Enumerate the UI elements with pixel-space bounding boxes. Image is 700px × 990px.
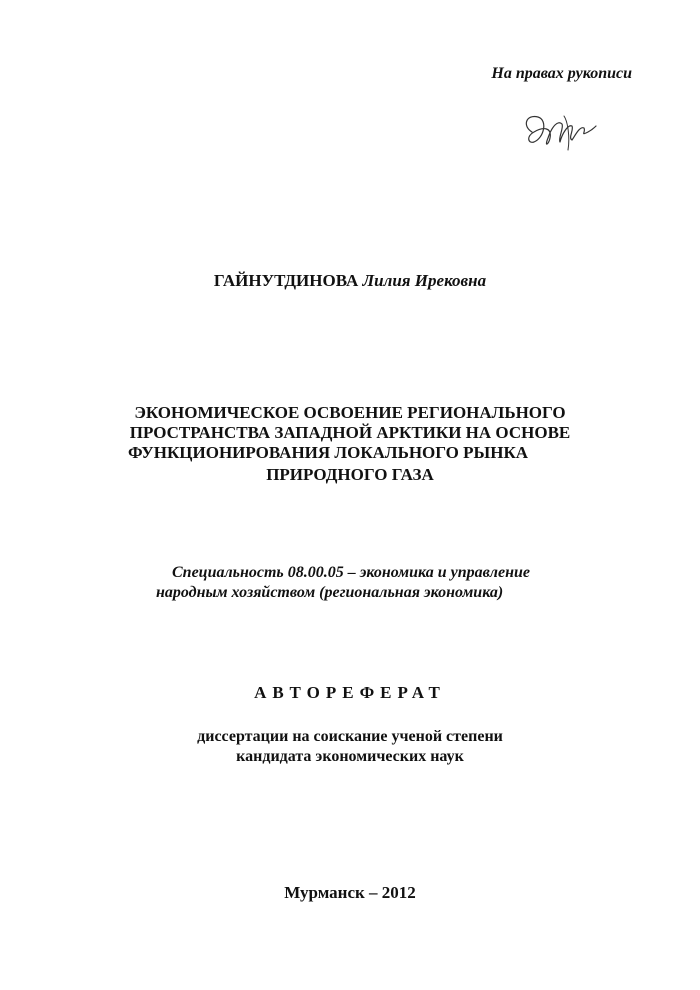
author-surname: ГАЙНУТДИНОВА [213,271,359,290]
title-line: ФУНКЦИОНИРОВАНИЯ ЛОКАЛЬНОГО РЫНКА [127,443,529,462]
author-name [0,271,700,291]
specialty-line: Специальность 08.00.05 – экономика и управление [172,564,530,581]
manuscript-note: На правах рукописи [491,65,632,82]
title-line: ПРОСТРАНСТВА ЗАПАДНОЙ АРКТИКИ НА ОСНОВЕ [129,423,571,442]
degree-line: кандидата экономических наук [236,748,464,765]
author-given-names: Лилия Ирековна [362,271,487,290]
document-type: АВТОРЕФЕРАТ [254,683,446,702]
degree-line: диссертации на соискание ученой степени [197,728,503,745]
signature-icon [518,108,598,152]
specialty-line: народным хозяйством (региональная экономика) [156,584,504,601]
title-line: ЭКОНОМИЧЕСКОЕ ОСВОЕНИЕ РЕГИОНАЛЬНОГО [134,403,566,422]
title-line: ПРИРОДНОГО ГАЗА [266,465,434,484]
city-year: Мурманск – 2012 [284,883,416,902]
